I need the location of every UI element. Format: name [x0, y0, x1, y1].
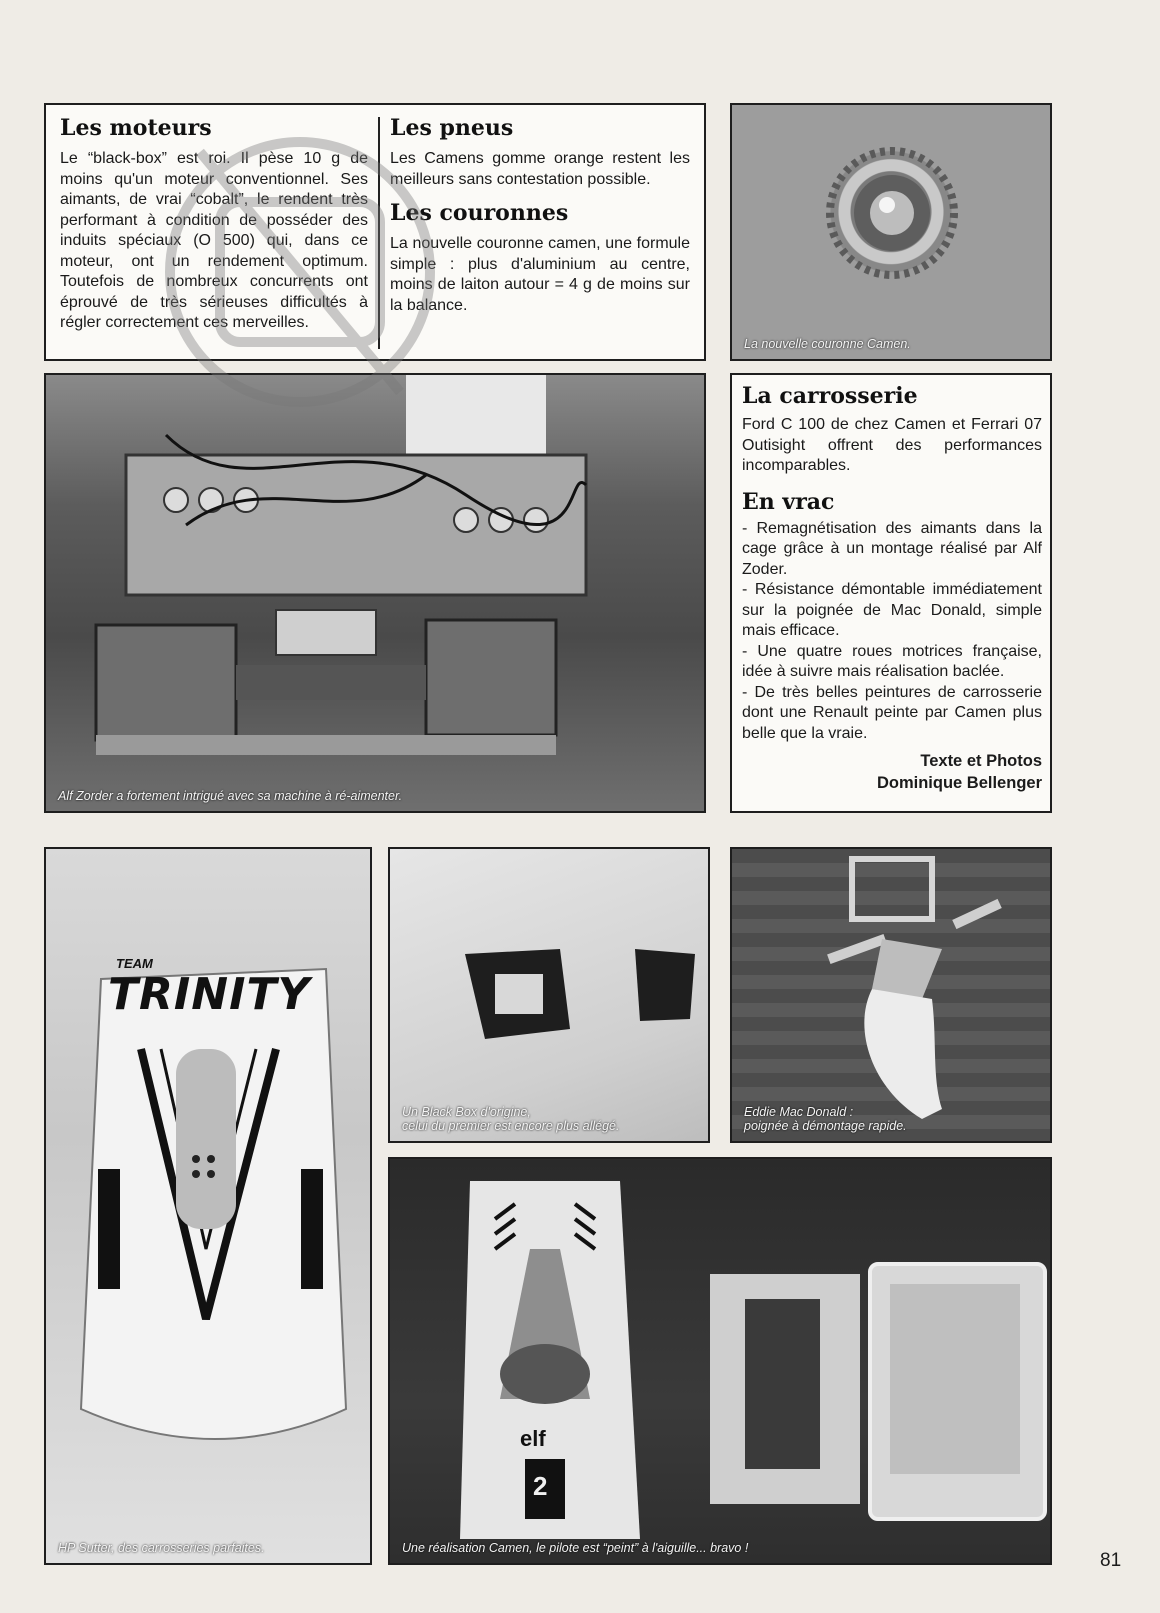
- moteurs-column: [60, 115, 368, 334]
- credits: [742, 750, 1042, 794]
- moteurs-text: Le “black-box” est roi. Il pèse 10 g de moins qu'un moteur conventionnel. Ses aimants, de vrai “cobalt”, le rendent très performant à condition de posséder des induits spéciaux (O 500) qui, dans ce moteur, ont un rendement optimum. Toutefois de nombreux concurrents ont éprouvé de très sérieuses difficultés à régler correctement ces merveilles.: [60, 150, 368, 331]
- caption-eddie-line-1: Eddie Mac Donald :: [744, 1105, 854, 1119]
- text-box-top: [44, 103, 706, 361]
- caption-sutter: HP Sutter, des carrosseries parfaites.: [58, 1541, 265, 1555]
- list-item: - Remagnétisation des aimants dans la cage grâce à un montage réalisé par Alf Zoder.: [742, 519, 1042, 578]
- elf-text: elf: [520, 1426, 546, 1451]
- handle-image: [732, 849, 1052, 1143]
- page-number: 81: [1100, 1550, 1122, 1571]
- photo-couronne: [730, 103, 1052, 361]
- couronnes-title: Les couronnes: [390, 200, 569, 226]
- photo-camen-renault: [388, 1157, 1052, 1565]
- list-item: - De très belles peintures de carrosserie dont une Renault peinte par Camen plus belle que la vraie.: [742, 683, 1042, 742]
- renault-body-image: [390, 1159, 1052, 1565]
- caption-alf: Alf Zorder a fortement intrigué avec sa machine à ré-aimenter.: [58, 789, 403, 803]
- crown-gear-image: [732, 105, 1052, 361]
- machine-image: [46, 375, 706, 813]
- pneus-text: Les Camens gomme orange restent les meilleurs sans contestation possible.: [390, 150, 690, 188]
- credit-line-2: Dominique Bellenger: [876, 774, 1042, 792]
- caption-blackbox: [402, 1105, 619, 1133]
- carrosserie-text: Ford C 100 de chez Camen et Ferrari 07 Outisight offrent des performances incomparables.: [742, 416, 1042, 474]
- car-number: 2: [533, 1471, 548, 1501]
- moteurs-title: Les moteurs: [60, 115, 212, 141]
- trinity-body-image: [46, 849, 372, 1565]
- photo-alf-machine: [44, 373, 706, 813]
- caption-eddie: [744, 1105, 907, 1133]
- list-item: - Résistance démontable immédiatement sur la poignée de Mac Donald, simple mais efficace.: [742, 581, 1042, 639]
- photo-eddie-handle: [730, 847, 1052, 1143]
- list-item: - Une quatre roues motrices française, idée à suivre mais réalisation baclée.: [742, 642, 1042, 680]
- caption-blackbox-line-1: Un Black Box d'origine,: [402, 1105, 531, 1119]
- caption-eddie-line-2: poignée à démontage rapide.: [744, 1119, 907, 1133]
- caption-camen: Une réalisation Camen, le pilote est “peint” à l'aiguille... bravo !: [402, 1541, 749, 1555]
- photo-black-box: [388, 847, 710, 1143]
- pneus-column: [390, 115, 690, 316]
- couronnes-text: La nouvelle couronne camen, une formule simple : plus d'aluminium au centre, moins de laiton autour = 4 g de moins sur la balance.: [390, 235, 690, 314]
- caption-blackbox-line-2: celui du premier est encore plus allégé.: [402, 1119, 620, 1133]
- photo-sutter-body: [44, 847, 372, 1565]
- team-text: TEAM: [116, 956, 153, 971]
- trinity-text: TRINITY: [108, 969, 311, 1020]
- pneus-title: Les pneus: [390, 115, 514, 141]
- vrac-title: En vrac: [742, 488, 835, 515]
- right-column: [742, 383, 1042, 794]
- vrac-list: [742, 519, 1042, 745]
- text-box-right: [730, 373, 1052, 813]
- column-divider: [378, 117, 380, 349]
- caption-couronne: La nouvelle couronne Camen.: [744, 337, 911, 351]
- carrosserie-title: La carrosserie: [742, 383, 918, 409]
- credit-line-1: Texte et Photos: [920, 752, 1042, 770]
- black-box-image: [390, 849, 710, 1143]
